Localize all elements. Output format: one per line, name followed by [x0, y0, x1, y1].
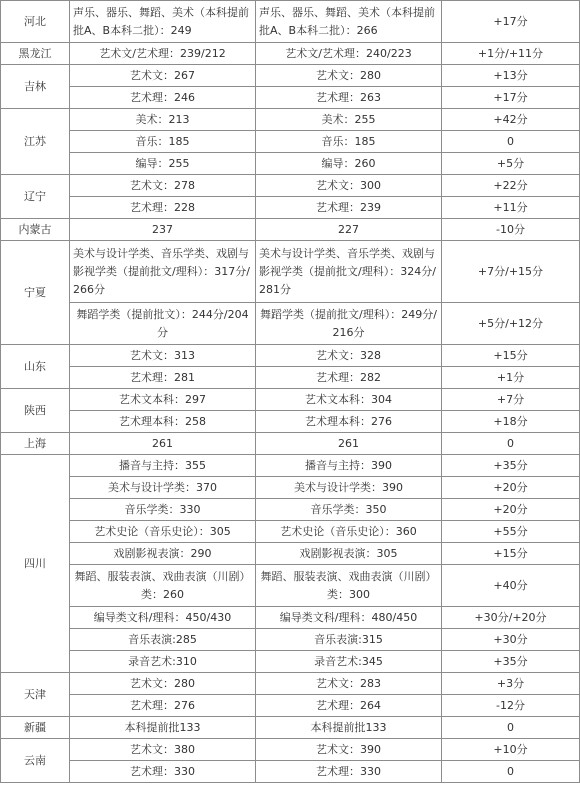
score-2020-cell: 音乐表演:315	[256, 629, 442, 651]
score-2019-cell: 美术与设计学类：370	[70, 477, 256, 499]
region-cell: 江苏	[1, 109, 70, 175]
score-2019-cell: 录音艺术:310	[70, 651, 256, 673]
change-cell: +15分	[442, 345, 580, 367]
score-2020-cell: 美术：255	[256, 109, 442, 131]
table-row	[1, 367, 580, 389]
score-2019-cell: 艺术文本科：297	[70, 389, 256, 411]
change-cell: +40分	[442, 565, 580, 607]
score-2019-cell: 艺术文：380	[70, 739, 256, 761]
change-cell: +1分/+11分	[442, 43, 580, 65]
score-2020-cell: 艺术理：264	[256, 695, 442, 717]
score-2019-cell: 261	[70, 433, 256, 455]
score-2020-cell: 艺术史论（音乐史论）：360	[256, 521, 442, 543]
score-2020-cell: 艺术理：239	[256, 197, 442, 219]
region-cell: 辽宁	[1, 175, 70, 219]
change-cell: 0	[442, 433, 580, 455]
score-2019-cell: 艺术理本科：258	[70, 411, 256, 433]
change-cell: +22分	[442, 175, 580, 197]
table-row	[1, 521, 580, 543]
table-row	[1, 607, 580, 629]
score-2020-cell: 艺术文：283	[256, 673, 442, 695]
change-cell: +35分	[442, 455, 580, 477]
score-2020-cell: 本科提前批133	[256, 717, 442, 739]
table-row	[1, 175, 580, 197]
score-2019-cell: 艺术理：228	[70, 197, 256, 219]
change-cell: -12分	[442, 695, 580, 717]
score-2019-cell: 声乐、器乐、舞蹈、美术（本科提前批A、B本科二批）：249	[70, 1, 256, 43]
table-row	[1, 241, 580, 303]
score-2020-cell: 音乐学类：350	[256, 499, 442, 521]
score-2019-cell: 艺术理：281	[70, 367, 256, 389]
score-2019-cell: 音乐表演:285	[70, 629, 256, 651]
score-2020-cell: 美术与设计学类：390	[256, 477, 442, 499]
table-row	[1, 761, 580, 783]
score-2020-cell: 261	[256, 433, 442, 455]
score-2019-cell: 艺术文：278	[70, 175, 256, 197]
score-2019-cell: 艺术文：313	[70, 345, 256, 367]
score-2019-cell: 编导：255	[70, 153, 256, 175]
table-row	[1, 455, 580, 477]
change-cell: +10分	[442, 739, 580, 761]
region-cell: 黑龙江	[1, 43, 70, 65]
score-2020-cell: 声乐、器乐、舞蹈、美术（本科提前批A、B本科二批）：266	[256, 1, 442, 43]
score-2020-cell: 艺术理：263	[256, 87, 442, 109]
score-2020-cell: 戏剧影视表演：305	[256, 543, 442, 565]
region-cell: 云南	[1, 739, 70, 783]
score-2019-cell: 本科提前批133	[70, 717, 256, 739]
region-cell: 四川	[1, 455, 70, 673]
score-2019-cell: 艺术文：280	[70, 673, 256, 695]
score-2019-cell: 艺术文/艺术理：239/212	[70, 43, 256, 65]
change-cell: +17分	[442, 87, 580, 109]
table-row	[1, 543, 580, 565]
region-cell: 宁夏	[1, 241, 70, 345]
region-cell: 内蒙古	[1, 219, 70, 241]
score-2020-cell: 艺术文本科：304	[256, 389, 442, 411]
region-cell: 上海	[1, 433, 70, 455]
change-cell: +30分	[442, 629, 580, 651]
table-row	[1, 153, 580, 175]
table-row	[1, 219, 580, 241]
table-row	[1, 629, 580, 651]
table-row	[1, 499, 580, 521]
table-row	[1, 197, 580, 219]
change-cell: -10分	[442, 219, 580, 241]
table-row	[1, 65, 580, 87]
score-2020-cell: 艺术文：390	[256, 739, 442, 761]
score-2019-cell: 舞蹈、服装表演、戏曲表演（川剧）类：260	[70, 565, 256, 607]
score-2020-cell: 编导类文科/理科：480/450	[256, 607, 442, 629]
score-2020-cell: 美术与设计学类、音乐学类、戏剧与影视学类（提前批文/理科）：324分/281分	[256, 241, 442, 303]
score-2020-cell: 播音与主持：390	[256, 455, 442, 477]
score-2019-cell: 编导类文科/理科：450/430	[70, 607, 256, 629]
change-cell: 0	[442, 131, 580, 153]
change-cell: +1分	[442, 367, 580, 389]
change-cell: +7分	[442, 389, 580, 411]
change-cell: 0	[442, 717, 580, 739]
change-cell: +13分	[442, 65, 580, 87]
table-row	[1, 651, 580, 673]
region-cell: 山东	[1, 345, 70, 389]
score-2019-cell: 音乐：185	[70, 131, 256, 153]
change-cell: +17分	[442, 1, 580, 43]
table-row	[1, 1, 580, 43]
score-2020-cell: 艺术理：282	[256, 367, 442, 389]
score-2019-cell: 美术与设计学类、音乐学类、戏剧与影视学类（提前批文/理科）：317分/266分	[70, 241, 256, 303]
table-row	[1, 477, 580, 499]
change-cell: +11分	[442, 197, 580, 219]
change-cell: +42分	[442, 109, 580, 131]
score-2020-cell: 舞蹈学类（提前批文/理科）：249分/216分	[256, 303, 442, 345]
score-2020-cell: 艺术文：300	[256, 175, 442, 197]
table-row	[1, 87, 580, 109]
score-2020-cell: 艺术理本科：276	[256, 411, 442, 433]
table-row	[1, 717, 580, 739]
table-row	[1, 131, 580, 153]
score-2020-cell: 录音艺术:345	[256, 651, 442, 673]
region-cell: 吉林	[1, 65, 70, 109]
change-cell: +35分	[442, 651, 580, 673]
score-2019-cell: 舞蹈学类（提前批文）：244分/204分	[70, 303, 256, 345]
score-2020-cell: 艺术文/艺术理：240/223	[256, 43, 442, 65]
score-2020-cell: 艺术文：280	[256, 65, 442, 87]
table-row	[1, 695, 580, 717]
score-2019-cell: 美术：213	[70, 109, 256, 131]
table-row	[1, 565, 580, 607]
score-2019-cell: 艺术理：276	[70, 695, 256, 717]
change-cell: +3分	[442, 673, 580, 695]
score-2020-cell: 音乐：185	[256, 131, 442, 153]
change-cell: +30分/+20分	[442, 607, 580, 629]
change-cell: +5分/+12分	[442, 303, 580, 345]
score-2019-cell: 播音与主持：355	[70, 455, 256, 477]
table-row	[1, 303, 580, 345]
table-row	[1, 673, 580, 695]
score-2019-cell: 艺术理：246	[70, 87, 256, 109]
change-cell: +15分	[442, 543, 580, 565]
score-2019-cell: 艺术史论（音乐史论）：305	[70, 521, 256, 543]
table-row	[1, 109, 580, 131]
table-row	[1, 43, 580, 65]
table-row	[1, 389, 580, 411]
change-cell: +55分	[442, 521, 580, 543]
score-2020-cell: 编导：260	[256, 153, 442, 175]
change-cell: 0	[442, 761, 580, 783]
table-row	[1, 411, 580, 433]
change-cell: +20分	[442, 499, 580, 521]
score-2020-cell: 227	[256, 219, 442, 241]
table-row	[1, 433, 580, 455]
table-row	[1, 739, 580, 761]
score-2020-cell: 艺术理：330	[256, 761, 442, 783]
region-cell: 河北	[1, 1, 70, 43]
score-2019-cell: 237	[70, 219, 256, 241]
score-2019-cell: 艺术文：267	[70, 65, 256, 87]
region-cell: 新疆	[1, 717, 70, 739]
region-cell: 陕西	[1, 389, 70, 433]
score-2019-cell: 音乐学类：330	[70, 499, 256, 521]
table-body	[1, 1, 580, 783]
change-cell: +18分	[442, 411, 580, 433]
change-cell: +7分/+15分	[442, 241, 580, 303]
score-2020-cell: 舞蹈、服装表演、戏曲表演（川剧）类：300	[256, 565, 442, 607]
table-row	[1, 345, 580, 367]
change-cell: +5分	[442, 153, 580, 175]
score-2019-cell: 艺术理：330	[70, 761, 256, 783]
score-2020-cell: 艺术文：328	[256, 345, 442, 367]
change-cell: +20分	[442, 477, 580, 499]
score-2019-cell: 戏剧影视表演：290	[70, 543, 256, 565]
region-cell: 天津	[1, 673, 70, 717]
